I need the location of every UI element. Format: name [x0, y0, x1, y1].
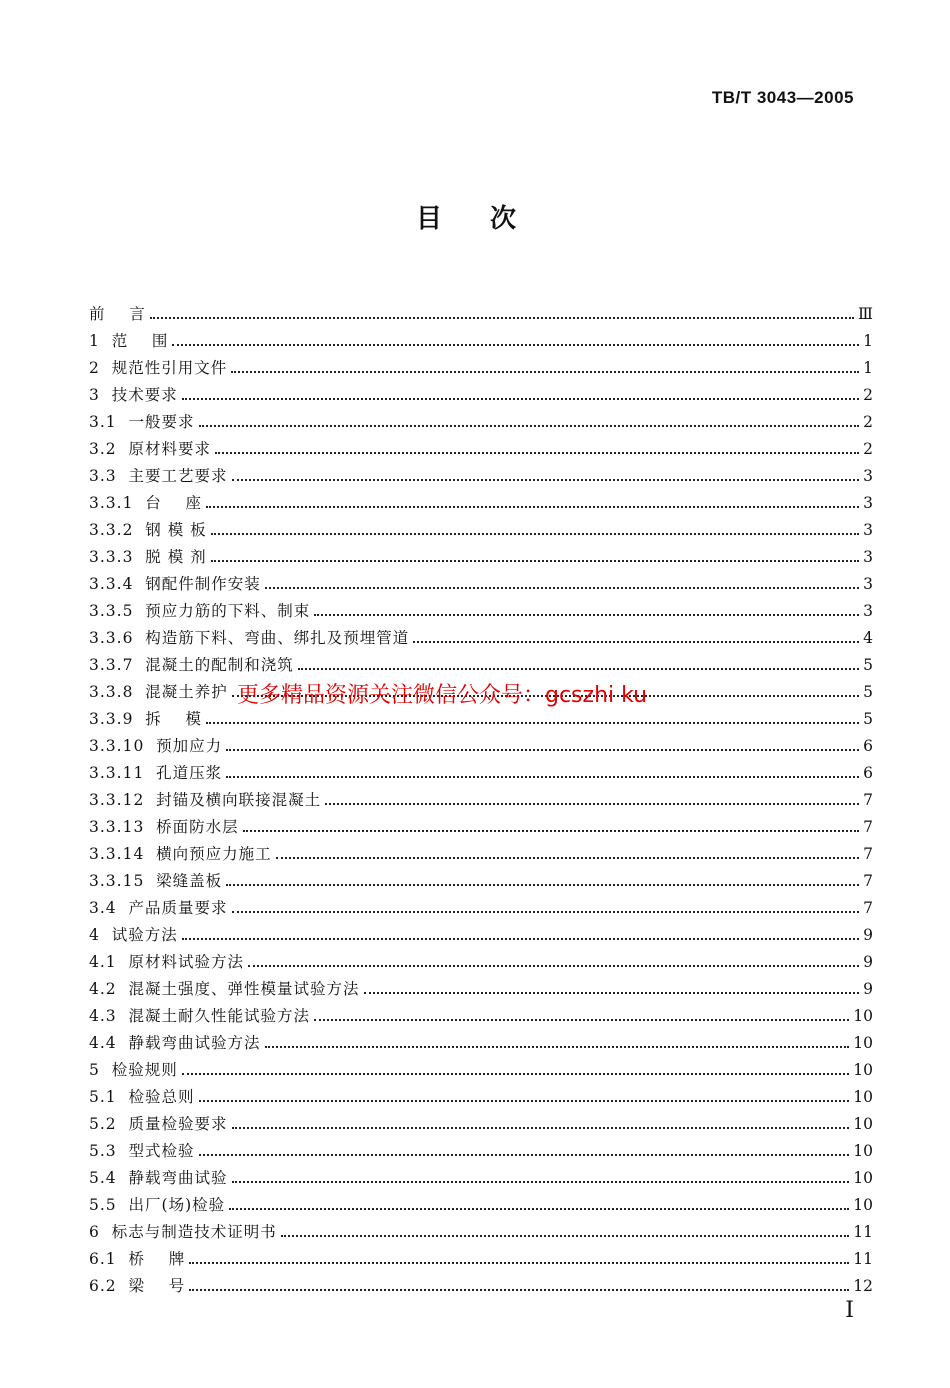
toc-entry-label: 钢 模 板 [145, 521, 207, 539]
toc-dot-leader [150, 317, 854, 319]
toc-dot-leader [211, 533, 859, 535]
toc-entry-number: 3.3.2 [89, 521, 146, 539]
toc-entry-number: 5.5 [89, 1196, 129, 1214]
toc-entry[interactable] [89, 918, 873, 945]
toc-entry[interactable] [89, 648, 873, 675]
toc-dot-leader [232, 1127, 850, 1129]
toc-entry-label: 横向预应力施工 [156, 845, 272, 863]
toc-entry-label: 静载弯曲试验方法 [128, 1034, 261, 1052]
page-title: 目次 [415, 204, 564, 234]
toc-entry[interactable] [89, 297, 873, 324]
toc-dot-leader [232, 479, 860, 481]
toc-entry[interactable] [89, 513, 873, 540]
toc-entry[interactable] [89, 324, 873, 351]
toc-dot-leader [226, 776, 859, 778]
toc-entry-number: 4.3 [89, 1007, 129, 1025]
toc-entry[interactable] [89, 1242, 873, 1269]
toc-entry-label: 试验方法 [111, 926, 178, 944]
toc-entry-number: 3.3.1 [89, 494, 146, 512]
toc-entry-label: 技术要求 [111, 386, 178, 404]
toc-dot-leader [243, 830, 859, 832]
toc-entry-number: 3.3.12 [89, 791, 157, 809]
toc-entry[interactable] [89, 1269, 873, 1296]
toc-entry-page: 7 [863, 872, 873, 890]
toc-entry[interactable] [89, 378, 873, 405]
toc-entry-label: 出厂(场)检验 [128, 1196, 226, 1214]
toc-dot-leader [172, 344, 859, 346]
toc-entry-page: 3 [863, 575, 873, 593]
toc-entry[interactable] [89, 405, 873, 432]
page-number: I [845, 1298, 854, 1323]
toc-entry-page: 11 [853, 1250, 873, 1268]
toc-entry[interactable] [89, 1026, 873, 1053]
toc-entry-page: 1 [863, 332, 873, 350]
toc-entry-page: 5 [863, 656, 873, 674]
toc-dot-leader [276, 857, 859, 859]
toc-entry[interactable] [89, 459, 873, 486]
toc-entry-label: 桥面防水层 [156, 818, 239, 836]
toc-entry-label: 范 围 [111, 332, 169, 350]
toc-entry[interactable] [89, 567, 873, 594]
toc-entry-page: 2 [863, 413, 873, 431]
toc-dot-leader [206, 506, 859, 508]
toc-dot-leader [265, 1046, 850, 1048]
toc-entry-label: 质量检验要求 [128, 1115, 228, 1133]
toc-entry-number: 3.3.7 [89, 656, 146, 674]
toc-entry-label: 桥 牌 [128, 1250, 186, 1268]
toc-entry-number: 2 [89, 359, 112, 377]
toc-dot-leader [232, 1181, 850, 1183]
toc-entry-page: 10 [853, 1196, 873, 1214]
toc-entry-page: 7 [863, 818, 873, 836]
toc-entry-number: 5.1 [89, 1088, 129, 1106]
toc-entry-number: 6.1 [89, 1250, 129, 1268]
toc-entry-page: 10 [853, 1115, 873, 1133]
toc-entry-number: 3.1 [89, 413, 129, 431]
toc-dot-leader [211, 560, 859, 562]
toc-entry-number: 3.3.11 [89, 764, 157, 782]
toc-entry-number: 3.4 [89, 899, 129, 917]
toc-entry[interactable] [89, 729, 873, 756]
toc-dot-leader [189, 1262, 849, 1264]
toc-entry-label: 混凝土养护 [145, 683, 228, 701]
watermark-text: 更多精品资源关注微信公众号：gcszhi ku [237, 683, 648, 708]
toc-entry-number: 6 [89, 1223, 112, 1241]
toc-dot-leader [182, 398, 859, 400]
toc-dot-leader [182, 938, 859, 940]
toc-entry-label: 预加应力 [156, 737, 223, 755]
toc-entry[interactable] [89, 864, 873, 891]
toc-entry-page: 9 [863, 953, 873, 971]
toc-entry-page: 7 [863, 899, 873, 917]
toc-entry-number: 3.3.4 [89, 575, 146, 593]
toc-entry-number: 3.2 [89, 440, 129, 458]
toc-dot-leader [314, 1019, 849, 1021]
toc-dot-leader [265, 587, 859, 589]
toc-entry-label: 构造筋下料、弯曲、绑扎及预埋管道 [145, 629, 410, 647]
toc-entry-number: 5.3 [89, 1142, 129, 1160]
toc-dot-leader [226, 884, 859, 886]
toc-entry-label: 预应力筋的下料、制束 [145, 602, 311, 620]
toc-entry-number: 3.3.15 [89, 872, 157, 890]
toc-entry-label: 产品质量要求 [128, 899, 228, 917]
toc-entry-page: 10 [853, 1088, 873, 1106]
toc-entry-page: 5 [863, 683, 873, 701]
toc-entry-label: 拆 模 [145, 710, 203, 728]
toc-entry[interactable] [89, 945, 873, 972]
toc-entry-page: 5 [863, 710, 873, 728]
toc-entry-label: 梁 号 [128, 1277, 186, 1295]
toc-dot-leader [182, 1073, 850, 1075]
toc-dot-leader [215, 452, 859, 454]
toc-entry-label: 静载弯曲试验 [128, 1169, 228, 1187]
toc-dot-leader [206, 722, 859, 724]
toc-entry-number: 3.3.9 [89, 710, 146, 728]
table-of-contents [89, 297, 873, 1296]
toc-entry-label: 规范性引用文件 [111, 359, 228, 377]
toc-entry-page: Ⅲ [858, 305, 873, 323]
toc-entry[interactable] [89, 486, 873, 513]
toc-entry-page: 3 [863, 548, 873, 566]
toc-dot-leader [298, 668, 859, 670]
toc-entry[interactable] [89, 540, 873, 567]
toc-entry-number: 4.4 [89, 1034, 129, 1052]
toc-entry-page: 7 [863, 845, 873, 863]
toc-dot-leader [199, 1100, 850, 1102]
toc-entry-label: 混凝土强度、弹性模量试验方法 [128, 980, 360, 998]
toc-entry-label: 原材料试验方法 [128, 953, 245, 971]
toc-entry[interactable] [89, 1107, 873, 1134]
toc-entry-number: 3.3.5 [89, 602, 146, 620]
toc-entry-number: 前 言 [89, 305, 146, 323]
toc-entry-page: 11 [853, 1223, 873, 1241]
toc-entry[interactable] [89, 810, 873, 837]
toc-entry-page: 10 [853, 1061, 873, 1079]
toc-dot-leader [248, 965, 859, 967]
toc-entry-label: 检验总则 [128, 1088, 195, 1106]
toc-entry[interactable] [89, 351, 873, 378]
toc-dot-leader [314, 614, 859, 616]
toc-entry[interactable] [89, 891, 873, 918]
toc-dot-leader [413, 641, 859, 643]
toc-dot-leader [229, 1208, 849, 1210]
toc-entry[interactable] [89, 999, 873, 1026]
toc-entry-page: 4 [863, 629, 873, 647]
toc-entry-label: 主要工艺要求 [128, 467, 228, 485]
toc-entry-number: 5.2 [89, 1115, 129, 1133]
toc-entry-page: 10 [853, 1034, 873, 1052]
toc-entry[interactable] [89, 783, 873, 810]
toc-entry-page: 9 [863, 926, 873, 944]
toc-entry-page: 10 [853, 1007, 873, 1025]
toc-entry-page: 3 [863, 602, 873, 620]
toc-entry-label: 原材料要求 [128, 440, 212, 458]
toc-entry[interactable] [89, 1053, 873, 1080]
toc-entry-number: 5.4 [89, 1169, 129, 1187]
toc-dot-leader [281, 1235, 850, 1237]
toc-entry-page: 3 [863, 494, 873, 512]
toc-entry[interactable] [89, 837, 873, 864]
toc-entry-label: 脱 模 剂 [145, 548, 207, 566]
toc-entry-page: 2 [863, 440, 873, 458]
toc-entry-page: 6 [863, 764, 873, 782]
toc-dot-leader [189, 1289, 849, 1291]
toc-entry-label: 封锚及横向联接混凝土 [156, 791, 322, 809]
toc-entry[interactable] [89, 1080, 873, 1107]
standard-code: TB/T 3043—2005 [711, 88, 854, 107]
toc-entry[interactable] [89, 594, 873, 621]
toc-entry[interactable] [89, 972, 873, 999]
toc-entry-label: 混凝土的配制和浇筑 [145, 656, 294, 674]
toc-entry[interactable] [89, 1161, 873, 1188]
toc-dot-leader [199, 1154, 850, 1156]
toc-entry-label: 梁缝盖板 [156, 872, 223, 890]
toc-entry-page: 7 [863, 791, 873, 809]
toc-entry-label: 台 座 [145, 494, 203, 512]
toc-entry-page: 3 [863, 521, 873, 539]
toc-entry-label: 孔道压浆 [156, 764, 223, 782]
toc-entry-page: 10 [853, 1169, 873, 1187]
toc-dot-leader [364, 992, 860, 994]
toc-entry-number: 5 [89, 1061, 112, 1079]
toc-entry-number: 1 [89, 332, 112, 350]
toc-dot-leader [199, 425, 860, 427]
toc-dot-leader [325, 803, 859, 805]
toc-entry[interactable] [89, 1188, 873, 1215]
toc-dot-leader [226, 749, 859, 751]
toc-entry-label: 检验规则 [111, 1061, 178, 1079]
toc-entry-number: 3.3.8 [89, 683, 146, 701]
toc-entry[interactable] [89, 432, 873, 459]
toc-entry-number: 3.3.3 [89, 548, 146, 566]
toc-entry-label: 混凝土耐久性能试验方法 [128, 1007, 311, 1025]
toc-entry-number: 4 [89, 926, 112, 944]
toc-entry-page: 1 [863, 359, 873, 377]
toc-entry-number: 3.3.14 [89, 845, 157, 863]
toc-entry-number: 3.3.13 [89, 818, 157, 836]
toc-dot-leader [232, 911, 860, 913]
toc-entry-number: 3.3.10 [89, 737, 157, 755]
toc-entry-label: 一般要求 [128, 413, 195, 431]
toc-entry[interactable] [89, 1134, 873, 1161]
toc-entry-number: 3.3 [89, 467, 129, 485]
toc-entry-label: 钢配件制作安装 [145, 575, 261, 593]
toc-entry-page: 9 [863, 980, 873, 998]
toc-entry[interactable] [89, 1215, 873, 1242]
toc-entry[interactable] [89, 621, 873, 648]
toc-entry[interactable] [89, 756, 873, 783]
toc-entry-number: 6.2 [89, 1277, 129, 1295]
toc-entry-number: 3 [89, 386, 112, 404]
toc-entry-page: 12 [853, 1277, 873, 1295]
toc-entry-page: 3 [863, 467, 873, 485]
toc-entry-number: 4.2 [89, 980, 129, 998]
toc-entry-page: 2 [863, 386, 873, 404]
toc-entry-number: 3.3.6 [89, 629, 146, 647]
toc-entry-label: 型式检验 [128, 1142, 195, 1160]
toc-entry-number: 4.1 [89, 953, 129, 971]
toc-entry-page: 6 [863, 737, 873, 755]
toc-entry-label: 标志与制造技术证明书 [111, 1223, 277, 1241]
toc-dot-leader [231, 371, 859, 373]
toc-entry-page: 10 [853, 1142, 873, 1160]
